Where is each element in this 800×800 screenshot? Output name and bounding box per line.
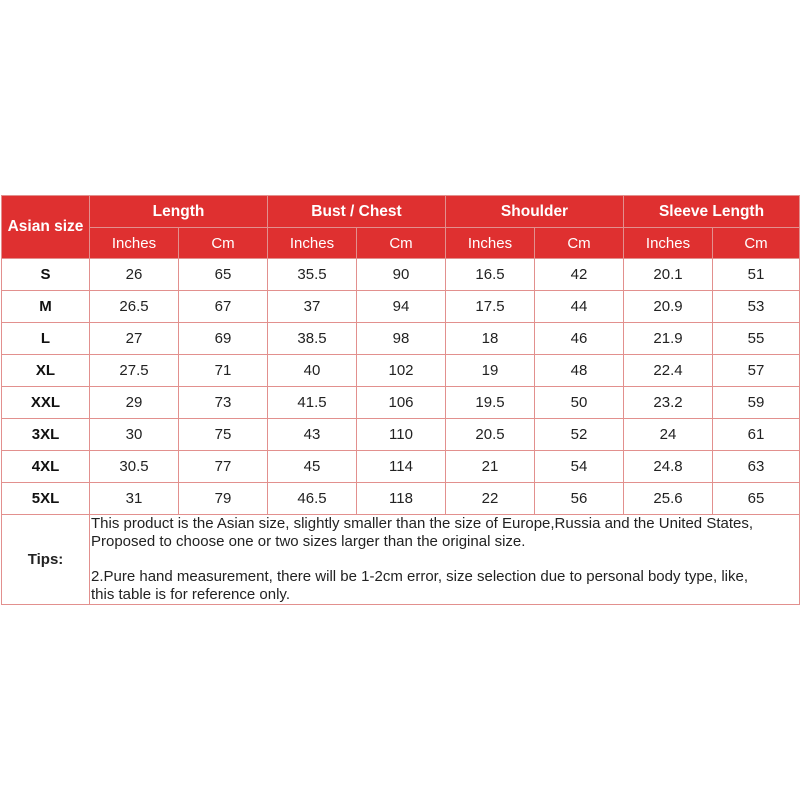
length-inches-header: Inches [90,228,179,259]
measurement-cell: 40 [268,355,357,387]
table-row [2,451,800,483]
table-row [2,291,800,323]
measurement-cell: 20.1 [624,259,713,291]
measurement-cell: 22 [446,483,535,515]
measurement-cell: 54 [535,451,624,483]
tips-text [90,515,800,605]
length-header: Length [90,196,268,228]
measurement-cell: 37 [268,291,357,323]
header-group-row [2,196,800,228]
measurement-cell: 79 [179,483,268,515]
measurement-cell: 55 [713,323,800,355]
shoulder-cm-header: Cm [535,228,624,259]
measurement-cell: 38.5 [268,323,357,355]
measurement-cell: 71 [179,355,268,387]
size-chart-table [1,195,800,605]
measurement-cell: 94 [357,291,446,323]
measurement-cell: 19.5 [446,387,535,419]
measurement-cell: 90 [357,259,446,291]
measurement-cell: 22.4 [624,355,713,387]
measurement-cell: 98 [357,323,446,355]
size-label: L [2,323,90,355]
measurement-cell: 110 [357,419,446,451]
measurement-cell: 16.5 [446,259,535,291]
length-cm-header: Cm [179,228,268,259]
measurement-cell: 19 [446,355,535,387]
measurement-cell: 20.9 [624,291,713,323]
table-row [2,259,800,291]
size-label: 4XL [2,451,90,483]
measurement-cell: 35.5 [268,259,357,291]
measurement-cell: 65 [179,259,268,291]
measurement-cell: 46.5 [268,483,357,515]
measurement-cell: 106 [357,387,446,419]
shoulder-inches-header: Inches [446,228,535,259]
size-label: M [2,291,90,323]
table-row [2,387,800,419]
measurement-cell: 26.5 [90,291,179,323]
measurement-cell: 59 [713,387,800,419]
measurement-cell: 29 [90,387,179,419]
measurement-cell: 65 [713,483,800,515]
sleeve-cm-header: Cm [713,228,800,259]
measurement-cell: 24 [624,419,713,451]
measurement-cell: 17.5 [446,291,535,323]
measurement-cell: 18 [446,323,535,355]
measurement-cell: 114 [357,451,446,483]
measurement-cell: 30.5 [90,451,179,483]
measurement-cell: 61 [713,419,800,451]
measurement-cell: 118 [357,483,446,515]
measurement-cell: 53 [713,291,800,323]
measurement-cell: 75 [179,419,268,451]
measurement-cell: 43 [268,419,357,451]
asian-size-header: Asian size [2,196,90,259]
measurement-cell: 52 [535,419,624,451]
measurement-cell: 73 [179,387,268,419]
tips-line: This product is the Asian size, slightly smaller than the size of Europe,Russia and the United States, [91,515,754,532]
measurement-cell: 50 [535,387,624,419]
bust-chest-header: Bust / Chest [268,196,446,228]
measurement-cell: 42 [535,259,624,291]
measurement-cell: 69 [179,323,268,355]
measurement-cell: 56 [535,483,624,515]
measurement-cell: 20.5 [446,419,535,451]
size-label: S [2,259,90,291]
header-unit-row [2,228,800,259]
measurement-cell: 46 [535,323,624,355]
table-header [2,196,800,259]
measurement-cell: 27.5 [90,355,179,387]
sleeve-inches-header: Inches [624,228,713,259]
measurement-cell: 102 [357,355,446,387]
measurement-cell: 48 [535,355,624,387]
measurement-cell: 51 [713,259,800,291]
measurement-cell: 25.6 [624,483,713,515]
tips-line: this table is for reference only. [91,586,290,603]
tips-label: Tips: [2,515,90,605]
size-label: XL [2,355,90,387]
measurement-cell: 44 [535,291,624,323]
measurement-cell: 41.5 [268,387,357,419]
size-label: 5XL [2,483,90,515]
tips-line: 2.Pure hand measurement, there will be 1-2cm error, size selection due to personal body type, like, [91,568,749,585]
measurement-cell: 77 [179,451,268,483]
measurement-cell: 21 [446,451,535,483]
shoulder-header: Shoulder [446,196,624,228]
measurement-cell: 67 [179,291,268,323]
table-row [2,355,800,387]
bust-inches-header: Inches [268,228,357,259]
measurement-cell: 30 [90,419,179,451]
bust-cm-header: Cm [357,228,446,259]
measurement-cell: 23.2 [624,387,713,419]
measurement-cell: 21.9 [624,323,713,355]
tips-line: Proposed to choose one or two sizes larger than the original size. [91,533,526,550]
table-row [2,323,800,355]
measurement-cell: 26 [90,259,179,291]
measurement-cell: 24.8 [624,451,713,483]
measurement-cell: 57 [713,355,800,387]
table-row [2,419,800,451]
measurement-cell: 63 [713,451,800,483]
tips-row [2,515,800,605]
measurement-cell: 27 [90,323,179,355]
sleeve-length-header: Sleeve Length [624,196,800,228]
measurement-cell: 45 [268,451,357,483]
measurement-cell: 31 [90,483,179,515]
size-label: 3XL [2,419,90,451]
table-body [2,259,800,605]
size-label: XXL [2,387,90,419]
table-row [2,483,800,515]
